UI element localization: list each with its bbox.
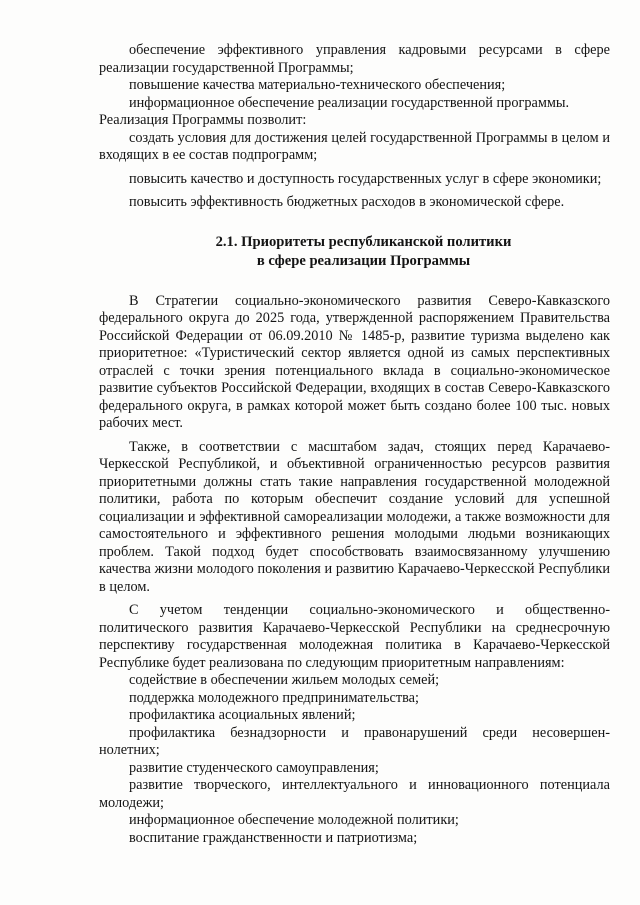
- priority-item-4: профилактика безнадзорности и правонарушений среди несовершен-нолетних;: [99, 724, 610, 758]
- top-list-item-1: обеспечение эффективного управления кадровыми ресурсами в сфере реализации государственной Программы;: [99, 42, 610, 76]
- section-heading-line-1: 2.1. Приоритеты республиканской политики: [215, 233, 512, 250]
- realization-item-3: повысить эффективность бюджетных расходов в экономической сфере.: [129, 194, 565, 210]
- priority-item-8: воспитание гражданственности и патриотизма;: [129, 829, 418, 846]
- realization-item-1: создать условия для достижения целей государственной Программы в целом и входящих в ее состав подпрограмм;: [99, 129, 610, 163]
- priority-item-7: информационное обеспечение молодежной политики;: [129, 812, 459, 828]
- priority-item-1: содействие в обеспечении жильем молодых семей;: [129, 672, 440, 688]
- section-heading: [99, 233, 610, 271]
- priority-item-3: профилактика асоциальных явлений;: [129, 707, 356, 723]
- paragraph-strategy: В Стратегии социально-экономического развития Северо-Кавказского федерального округа до 2025 года, утвержденной распоряжением Правительства Российской Федерации от 06.09.2010 № 1485-р, развитие туризма выделено как приоритетное: «Туристический сектор является одной из самых перспективных отраслей с точки зрения потенциального вклада в социально-экономическое развитие субъектов Российской Федерации, входящих в состав Северо-Кавказского федерального округа, в рамках которой может быть создано более 100 тыс. новых рабочих мест.: [99, 292, 610, 431]
- top-list-item-3: информационное обеспечение реализации государственной программы.: [129, 94, 570, 111]
- top-list-item-2: повышение качества материально-технического обеспечения;: [129, 77, 506, 93]
- paragraph-directions: С учетом тенденции социально-экономического и общественно-политического развития Карачаево-Черкесской Республики на среднесрочную перспективу государственная молодежная политика в Карачаево-Черкесской Республике будет реализована по следующим приоритетным направлениям:: [99, 602, 610, 671]
- priority-item-5: развитие студенческого самоуправления;: [129, 759, 379, 776]
- realization-item-2: повысить качество и доступность государственных услуг в сфере экономики;: [129, 170, 602, 187]
- paragraph-priorities: Также, в соответствии с масштабом задач, стоящих перед Карачаево-Черкесской Республикой, и объективной ограниченностью ресурсов развития приоритетными должны стать такие направления государственной молодежной политики, работа по которым обеспечит создание условий для успешной социализации и эффективной самореализации молодежи, а также возможности для самостоятельного и эффективного решения молодыми людьми возникающих проблем. Такой подход будет способствовать взаимосвязанному улучшению качества жизни молодого поколения и развитию Карачаево-Черкесской Республики в целом.: [99, 438, 610, 595]
- realization-intro: Реализация Программы позволит:: [99, 112, 307, 128]
- priority-item-6: развитие творческого, интеллектуального и инновационного потенциала молодежи;: [99, 777, 610, 811]
- section-heading-line-2: в сфере реализации Программы: [256, 252, 471, 269]
- priority-item-2: поддержка молодежного предпринимательства;: [129, 689, 419, 706]
